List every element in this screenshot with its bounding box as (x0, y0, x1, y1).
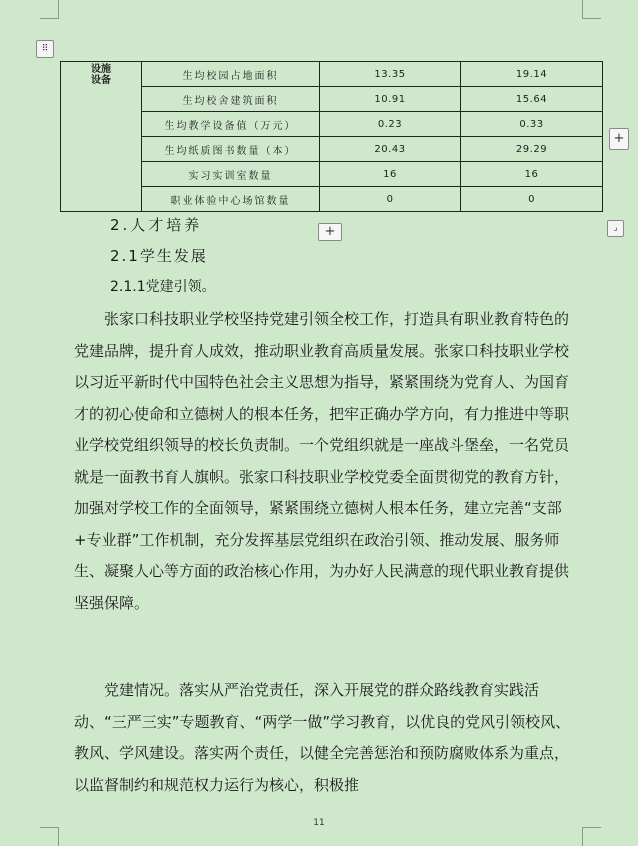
row-label: 生均教学设备值（万元） (142, 112, 320, 137)
value-cell: 13.35 (320, 62, 461, 87)
value-cell: 10.91 (320, 87, 461, 112)
value-cell: 0.23 (320, 112, 461, 137)
page-corner-mark (40, 827, 59, 846)
row-label: 生均纸质图书数量（本） (142, 137, 320, 162)
table-row (61, 87, 603, 112)
value-cell: 0 (461, 187, 603, 212)
value-cell: 0 (320, 187, 461, 212)
category-label: 设施 (91, 64, 111, 75)
row-label: 生均校园占地面积 (142, 62, 320, 87)
value-cell: 0.33 (461, 112, 603, 137)
subsection-heading: 2.1学生发展 (110, 247, 208, 265)
table-row (61, 137, 603, 162)
row-label: 实习实训室数量 (142, 162, 320, 187)
value-cell: 20.43 (320, 137, 461, 162)
body-paragraph (74, 675, 572, 801)
page-corner-mark (582, 827, 601, 846)
add-row-plus-icon[interactable]: + (318, 223, 342, 241)
add-column-plus-icon[interactable]: + (609, 128, 629, 150)
table-row (61, 62, 603, 87)
page-corner-mark (40, 0, 59, 19)
category-cell (61, 62, 142, 212)
value-cell: 16 (461, 162, 603, 187)
paragraph-text: 党建情况。落实从严治党责任，深入开展党的群众路线教育实践活动、“三严三实”专题教育、“两学一做”学习教育，以优良的党风引领校风、教风、学风建设。落实两个责任，以健全完善惩治和预防腐败体系为重点，以监督制约和规范权力运行为核心，积极推 (74, 681, 571, 794)
page-corner-mark (582, 0, 601, 19)
section-heading: 2.人才培养 (110, 216, 203, 234)
value-cell: 19.14 (461, 62, 603, 87)
row-label: 职业体验中心场馆数量 (142, 187, 320, 212)
table-move-handle-icon[interactable]: ⠿ (36, 40, 54, 58)
value-cell: 29.29 (461, 137, 603, 162)
sub-subsection-heading: 2.1.1党建引领。 (110, 279, 216, 295)
table-row (61, 162, 603, 187)
category-label: 设备 (91, 75, 111, 86)
value-cell: 15.64 (461, 87, 603, 112)
facilities-table (60, 61, 603, 212)
table-row (61, 112, 603, 137)
value-cell: 16 (320, 162, 461, 187)
table-resize-icon[interactable]: ⌟ (607, 220, 624, 237)
body-paragraph (74, 304, 572, 619)
paragraph-text: 张家口科技职业学校坚持党建引领全校工作，打造具有职业教育特色的党建品牌，提升育人成效，推动职业教育高质量发展。张家口科技职业学校以习近平新时代中国特色社会主义思想为指导，紧紧围绕为党育人、为国育才的初心使命和立德树人的根本任务，把牢正确办学方向，有力推进中等职业学校党组织领导的校长负责制。一个党组织就是一座战斗堡垒，一名党员就是一面教书育人旗帜。张家口科技职业学校党委全面贯彻党的教育方针，加强对学校工作的全面领导，紧紧围绕立德树人根本任务，建立完善“支部+专业群”工作机制，充分发挥基层党组织在政治引领、推动发展、服务师生、凝聚人心等方面的政治核心作用，为办好人民满意的现代职业教育提供坚强保障。 (74, 310, 570, 612)
table-row (61, 187, 603, 212)
row-label: 生均校舍建筑面积 (142, 87, 320, 112)
page-number: 11 (313, 818, 325, 828)
